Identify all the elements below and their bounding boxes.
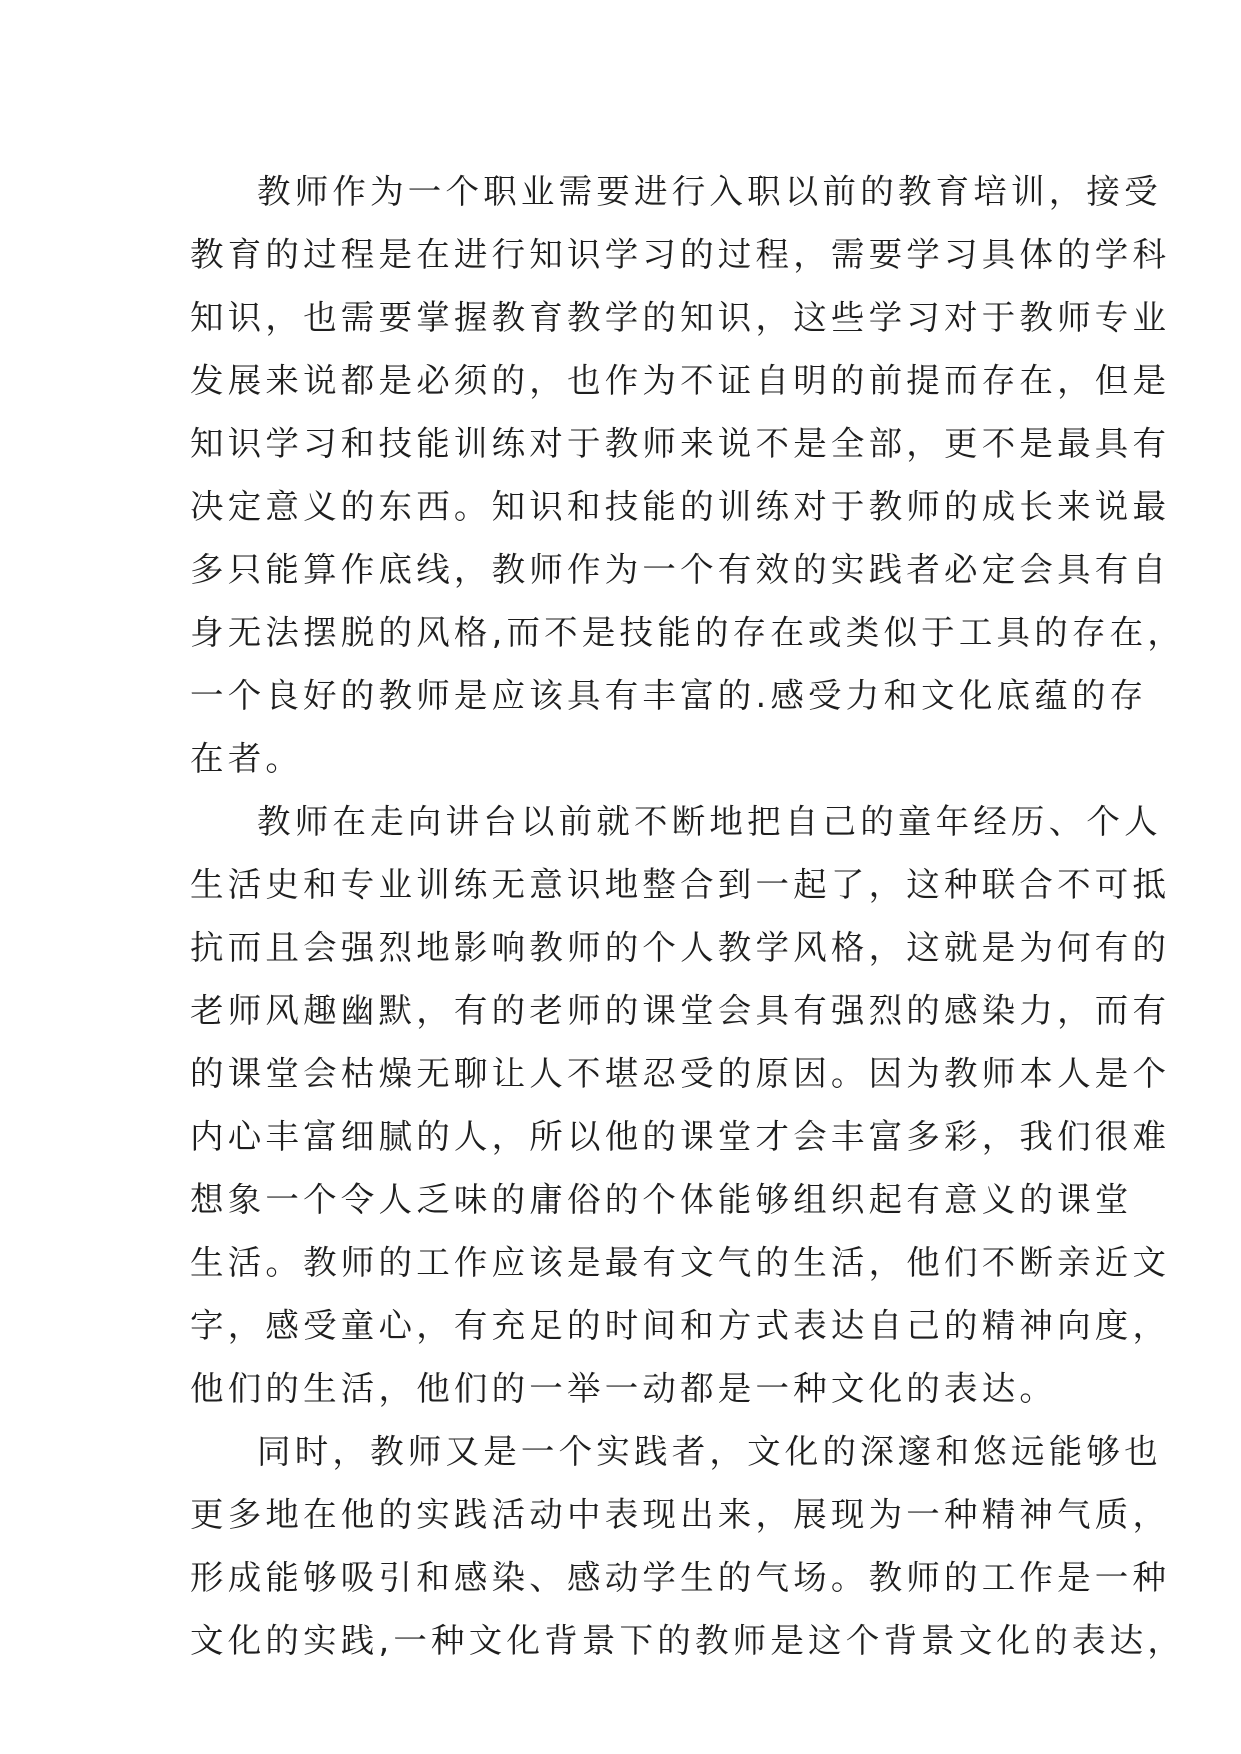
text-line: 发展来说都是必须的，也作为不证自明的前提而存在，但是 [190,361,1171,400]
paragraph [190,1420,1186,1672]
text-line: 教育的过程是在进行知识学习的过程，需要学习具体的学科 [190,235,1171,274]
text-line: 身无法摆脱的风格,而不是技能的存在或类似于工具的存在， [190,613,1186,652]
text-line: 同时，教师又是一个实践者，文化的深邃和悠远能够也 [257,1432,1162,1471]
text-line: 文化的实践,一种文化背景下的教师是这个背景文化的表达， [190,1621,1186,1660]
text-line: 在者。 [190,739,304,778]
text-line: 教师在走向讲台以前就不断地把自己的童年经历、个人 [257,802,1162,841]
text-line: 更多地在他的实践活动中表现出来，展现为一种精神气质， [190,1495,1171,1534]
text-line: 多只能算作底线，教师作为一个有效的实践者必定会具有自 [190,550,1171,589]
text-line: 他们的生活，他们的一举一动都是一种文化的表达。 [190,1369,1058,1408]
text-line: 一个良好的教师是应该具有丰富的.感受力和文化底蕴的存 [190,676,1148,715]
paragraph [190,160,1186,790]
text-line: 知识学习和技能训练对于教师来说不是全部，更不是最具有 [190,424,1171,463]
paragraph [190,790,1171,1420]
text-line: 教师作为一个职业需要进行入职以前的教育培训，接受 [257,172,1162,211]
text-line: 生活。教师的工作应该是最有文气的生活，他们不断亲近文 [190,1243,1171,1282]
text-line: 的课堂会枯燥无聊让人不堪忍受的原因。因为教师本人是个 [190,1054,1171,1093]
text-line: 内心丰富细腻的人，所以他的课堂才会丰富多彩，我们很难 [190,1117,1171,1156]
text-line: 字，感受童心，有充足的时间和方式表达自己的精神向度， [190,1306,1171,1345]
text-line: 形成能够吸引和感染、感动学生的气场。教师的工作是一种 [190,1558,1171,1597]
text-line: 生活史和专业训练无意识地整合到一起了，这种联合不可抵 [190,865,1171,904]
text-line: 想象一个令人乏味的庸俗的个体能够组织起有意义的课堂 [190,1180,1133,1219]
text-line: 决定意义的东西。知识和技能的训练对于教师的成长来说最 [190,487,1171,526]
text-line: 老师风趣幽默，有的老师的课堂会具有强烈的感染力，而有 [190,991,1171,1030]
text-line: 知识，也需要掌握教育教学的知识，这些学习对于教师专业 [190,298,1171,337]
document-body [190,160,1186,1672]
text-line: 抗而且会强烈地影响教师的个人教学风格，这就是为何有的 [190,928,1171,967]
